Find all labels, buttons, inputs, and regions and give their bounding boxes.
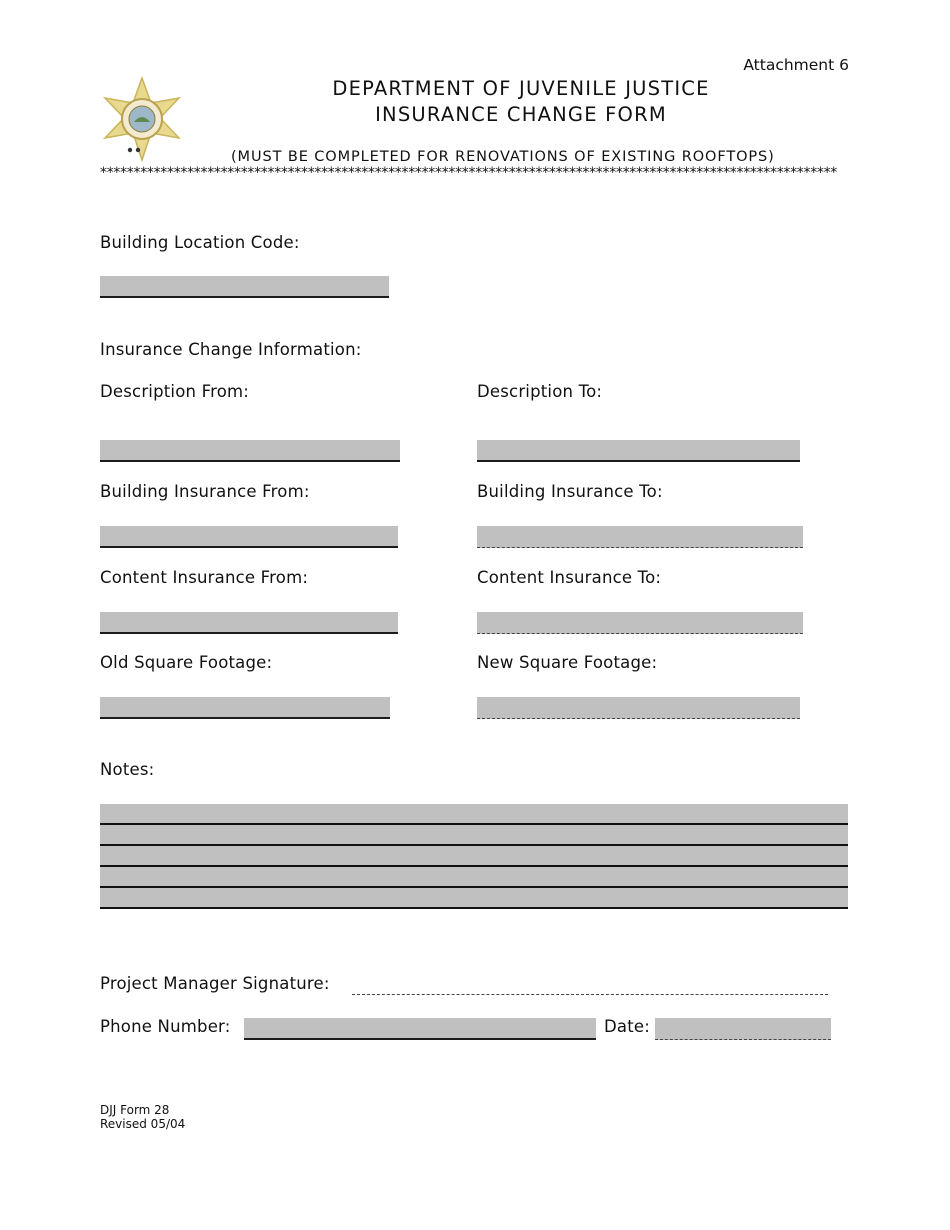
- form-title: INSURANCE CHANGE FORM: [375, 103, 667, 126]
- content-insurance-to-label: Content Insurance To:: [477, 568, 662, 587]
- content-insurance-from-field[interactable]: [100, 612, 398, 634]
- phone-number-label: Phone Number:: [100, 1017, 231, 1036]
- building-location-code-field[interactable]: [100, 276, 389, 298]
- state-badge-seal-icon: [99, 76, 185, 162]
- form-number: DJJ Form 28: [100, 1103, 170, 1117]
- page-title: DEPARTMENT OF JUVENILE JUSTICE: [332, 77, 710, 100]
- project-manager-signature-label: Project Manager Signature:: [100, 974, 330, 993]
- attachment-label: Attachment 6: [743, 56, 849, 74]
- building-insurance-from-label: Building Insurance From:: [100, 482, 310, 501]
- new-square-footage-label: New Square Footage:: [477, 653, 658, 672]
- building-insurance-to-label: Building Insurance To:: [477, 482, 663, 501]
- date-label: Date:: [604, 1017, 650, 1036]
- revision-date: Revised 05/04: [100, 1117, 186, 1131]
- description-from-field[interactable]: [100, 440, 400, 462]
- insurance-change-heading: Insurance Change Information:: [100, 340, 362, 359]
- form-subtitle: (MUST BE COMPLETED FOR RENOVATIONS OF EXISTING ROOFTOPS): [231, 149, 775, 165]
- notes-field[interactable]: [100, 804, 848, 909]
- notes-line: [100, 846, 848, 867]
- notes-line: [100, 867, 848, 888]
- building-location-code-label: Building Location Code:: [100, 233, 300, 252]
- date-field[interactable]: [655, 1018, 831, 1040]
- description-from-label: Description From:: [100, 382, 250, 401]
- asterisk-separator: **************************************************************************************************************: [100, 166, 838, 180]
- description-to-label: Description To:: [477, 382, 603, 401]
- old-square-footage-field[interactable]: [100, 697, 390, 719]
- project-manager-signature-field[interactable]: [352, 984, 828, 995]
- content-insurance-from-label: Content Insurance From:: [100, 568, 309, 587]
- phone-number-field[interactable]: [244, 1018, 596, 1040]
- notes-line: [100, 825, 848, 846]
- content-insurance-to-field[interactable]: [477, 612, 803, 634]
- notes-line: [100, 888, 848, 909]
- new-square-footage-field[interactable]: [477, 697, 800, 719]
- old-square-footage-label: Old Square Footage:: [100, 653, 273, 672]
- building-insurance-from-field[interactable]: [100, 526, 398, 548]
- building-insurance-to-field[interactable]: [477, 526, 803, 548]
- description-to-field[interactable]: [477, 440, 800, 462]
- notes-label: Notes:: [100, 760, 155, 779]
- notes-line: [100, 804, 848, 825]
